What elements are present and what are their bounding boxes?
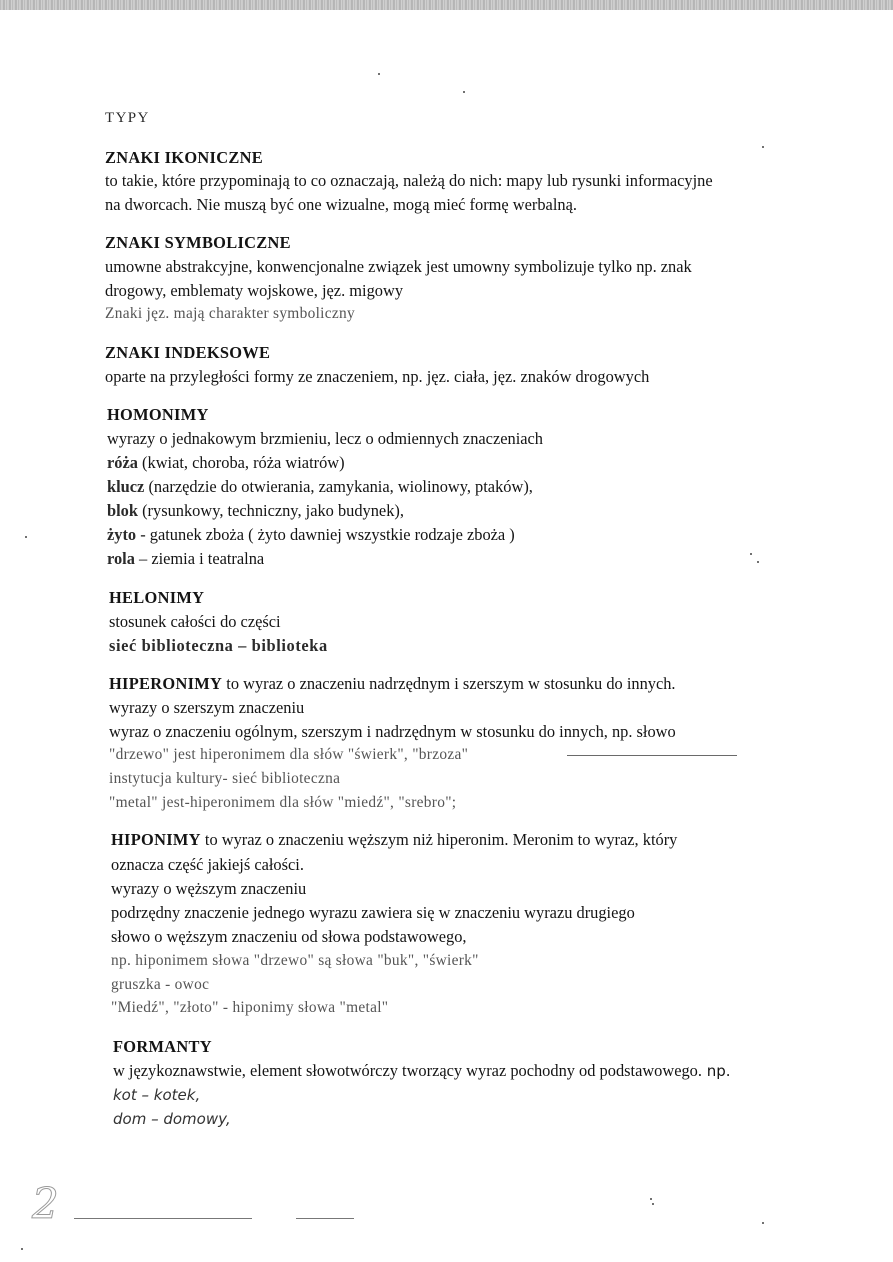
text-line: wyraz o znaczeniu ogólnym, szerszym i nadrzędnym w stosunku do innych, np. słowo	[109, 722, 676, 741]
homonym-term: klucz	[107, 477, 145, 496]
homonym-example	[107, 477, 533, 497]
text-line: podrzędny znaczenie jednego wyrazu zawiera się w znaczeniu wyrazu drugiego	[111, 903, 635, 922]
homonym-term: żyto	[107, 525, 137, 544]
homonym-term: rola	[107, 549, 135, 568]
homonym-meaning: (kwiat, choroba, róża wiatrów)	[137, 453, 345, 472]
scan-speck	[762, 146, 764, 148]
hyponyms-definition-text: to wyraz o znaczeniu węższym niż hiperonim. Meronim to wyraz, który	[200, 830, 678, 849]
scan-speck	[762, 1222, 764, 1224]
homonym-meaning: - gatunek zboża ( żyto dawniej wszystkie rodzaje zboża )	[136, 525, 515, 544]
scan-speck	[652, 1203, 654, 1205]
hyponyms-definition	[111, 830, 677, 850]
formants-np: np.	[701, 1062, 731, 1080]
document-title: TYPY	[105, 110, 150, 126]
homonym-example	[107, 453, 345, 473]
text-line: Znaki jęz. mają charakter symboliczny	[105, 305, 355, 322]
heading-index-signs: ZNAKI INDEKSOWE	[105, 343, 271, 362]
heading-holonyms: HELONIMY	[109, 588, 205, 607]
formants-definition	[113, 1061, 731, 1081]
scan-speck	[25, 536, 27, 538]
homonym-meaning: – ziemia i teatralna	[134, 549, 265, 568]
text-line: umowne abstrakcyjne, konwencjonalne związek jest umowny symbolizuje tylko np. znak	[105, 257, 692, 276]
text-line: to takie, które przypominają to co oznaczają, należą do nich: mapy lub rysunki informacyjne	[105, 171, 713, 190]
text-line: instytucja kultury- sieć biblioteczna	[109, 770, 341, 787]
homonym-example	[107, 501, 404, 521]
text-line: oparte na przyległości formy ze znaczeniem, np. jęz. ciała, jęz. znaków drogowych	[105, 367, 650, 386]
text-line: "drzewo" jest hiperonimem dla słów "świerk", "brzoza"	[109, 746, 469, 763]
heading-homonyms: HOMONIMY	[107, 405, 209, 424]
formant-example: kot – kotek,	[113, 1086, 201, 1104]
text-line: gruszka - owoc	[111, 976, 210, 993]
homonym-term: róża	[107, 453, 138, 472]
heading-formants: FORMANTY	[113, 1037, 212, 1056]
homonym-example	[107, 549, 264, 569]
text-line: "metal" jest-hiperonimem dla słów "miedź", "srebro";	[109, 794, 457, 811]
homonym-meaning: (rysunkowy, techniczny, jako budynek),	[137, 501, 404, 520]
text-line: drogowy, emblematy wojskowe, jęz. migowy	[105, 281, 404, 300]
text-line: wyrazy o węższym znaczeniu	[111, 879, 307, 898]
scan-speck	[378, 73, 380, 75]
text-line: słowo o węższym znaczeniu od słowa podstawowego,	[111, 927, 467, 946]
heading-hyperonyms: HIPERONIMY	[109, 674, 223, 693]
heading-iconic-signs: ZNAKI IKONICZNE	[105, 148, 263, 167]
text-line: "Miedź", "złoto" - hiponimy słowa "metal"	[111, 999, 389, 1016]
text-line: stosunek całości do części	[109, 612, 281, 631]
text-line: np. hiponimem słowa "drzewo" są słowa "buk", "świerk"	[111, 952, 479, 969]
scan-artifact-line	[296, 1218, 354, 1219]
homonym-meaning: (narzędzie do otwierania, zamykania, wiolinowy, ptaków),	[144, 477, 533, 496]
hyperonyms-definition	[109, 674, 676, 694]
text-line: oznacza część jakiejś całości.	[111, 855, 304, 874]
formants-definition-text: w językoznawstwie, element słowotwórczy tworzący wyraz pochodny od podstawowego.	[113, 1061, 702, 1080]
hyperonyms-definition-text: to wyraz o znaczeniu nadrzędnym i szerszym w stosunku do innych.	[222, 674, 676, 693]
heading-hyponyms: HIPONIMY	[111, 830, 201, 849]
scan-speck	[463, 91, 465, 93]
handwritten-page-number-text: 2	[32, 1180, 59, 1224]
scan-artifact-line	[74, 1218, 252, 1219]
text-line: wyrazy o jednakowym brzmieniu, lecz o odmiennych znaczeniach	[107, 429, 543, 448]
scan-artifact-line	[567, 755, 737, 756]
homonym-term: blok	[107, 501, 138, 520]
homonym-example	[107, 525, 515, 545]
formant-example: dom – domowy,	[113, 1110, 231, 1128]
scan-speck	[21, 1248, 23, 1250]
text-line: wyrazy o szerszym znaczeniu	[109, 698, 305, 717]
scan-speck	[650, 1198, 652, 1200]
scan-speck	[757, 561, 759, 563]
handwritten-page-number	[30, 1180, 70, 1224]
heading-symbolic-signs: ZNAKI SYMBOLICZNE	[105, 233, 291, 252]
scan-speck	[750, 553, 752, 555]
text-line: na dworcach. Nie muszą być one wizualne, mogą mieć formę werbalną.	[105, 195, 577, 214]
holonym-example: sieć biblioteczna – biblioteka	[109, 636, 328, 655]
